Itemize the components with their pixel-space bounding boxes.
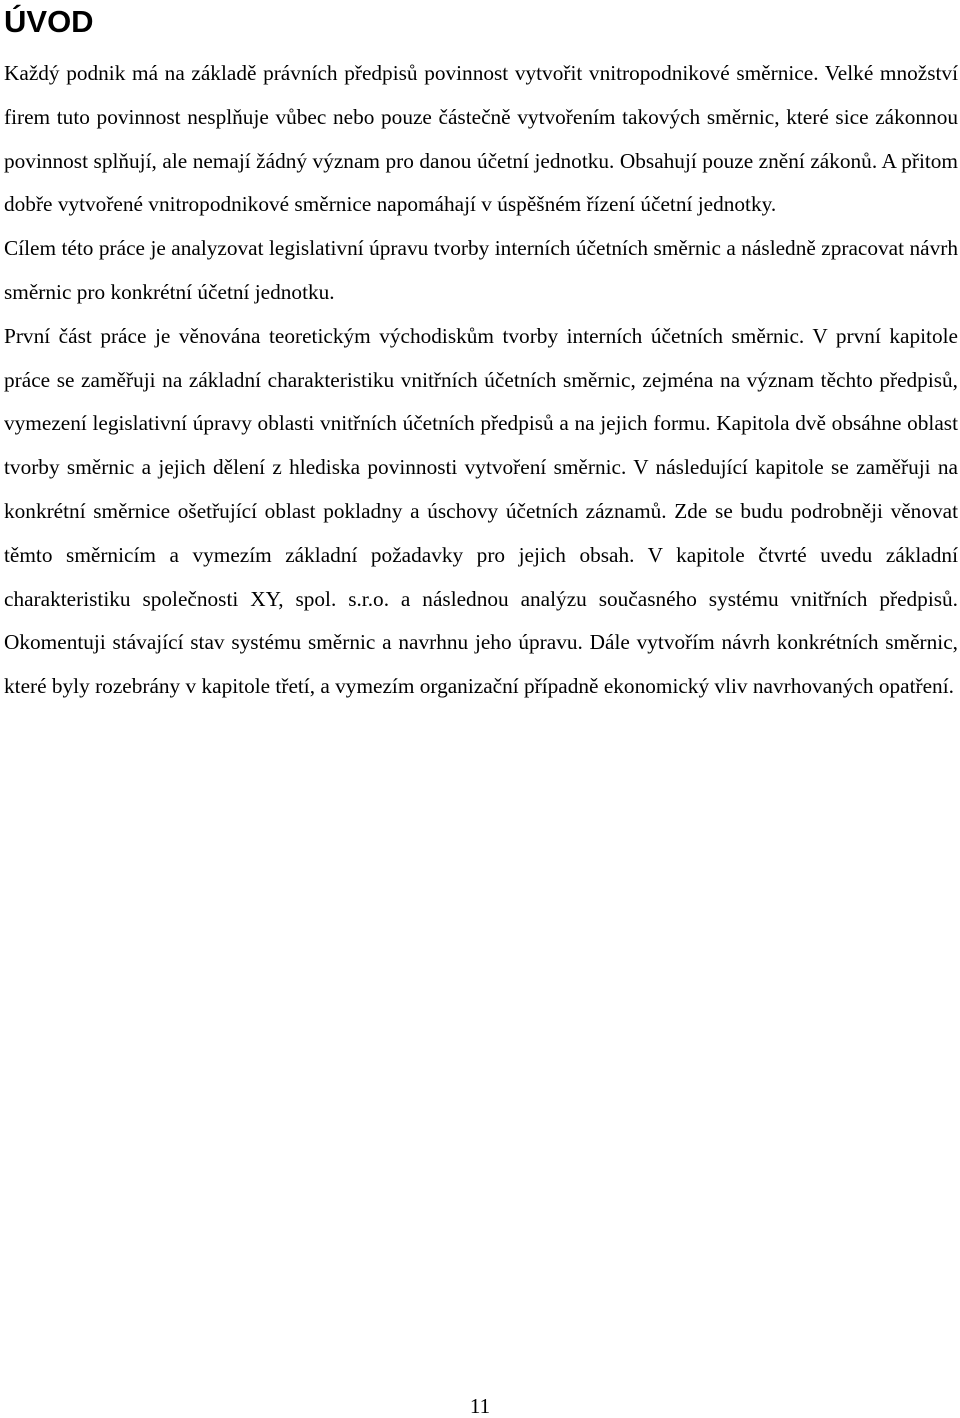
- paragraph-intro: Každý podnik má na základě právních předpisů povinnost vytvořit vnitropodnikové směrnice. Velké množství firem tuto povinnost nesplňuje vůbec nebo pouze částečně vytvořením takových směrnic, které sice zákonnou povinnost splňují, ale nemají žádný význam pro danou účetní jednotku. Obsahují pouze znění zákonů. A přitom dobře vytvořené vnitropodnikové směrnice napomáhají v úspěšném řízení účetní jednotky.: [4, 61, 958, 217]
- body-text: [4, 52, 958, 709]
- paragraph-goal: Cílem této práce je analyzovat legislativní úpravu tvorby interních účetních směrnic a následně zpracovat návrh směrnic pro konkrétní účetní jednotku.: [4, 236, 958, 304]
- paragraph-structure: První část práce je věnována teoretickým východiskům tvorby interních účetních směrnic. V první kapitole práce se zaměřuji na základní charakteristiku vnitřních účetních směrnic, zejména na význam těchto předpisů, vymezení legislativní úpravy oblasti vnitřních účetních předpisů a na jejich formu. Kapitola dvě obsáhne oblast tvorby směrnic a jejich dělení z hlediska povinnosti vytvoření směrnic. V následující kapitole se zaměřuji na konkrétní směrnice ošetřující oblast pokladny a úschovy účetních záznamů. Zde se budu podrobněji věnovat těmto směrnicím a vymezím základní požadavky pro jejich obsah. V kapitole čtvrté uvedu základní charakteristiku společnosti XY, spol. s.r.o. a následnou analýzu současného systému vnitřních předpisů. Okomentuji stávající stav systému směrnic a navrhnu jeho úpravu. Dále vytvořím návrh konkrétních směrnic, které byly rozebrány v kapitole třetí, a vymezím organizační případně ekonomický vliv navrhovaných opatření.: [4, 323, 958, 699]
- chapter-heading: ÚVOD: [4, 4, 94, 39]
- document-page: [4, 0, 958, 709]
- page-number: 11: [469, 1394, 491, 1418]
